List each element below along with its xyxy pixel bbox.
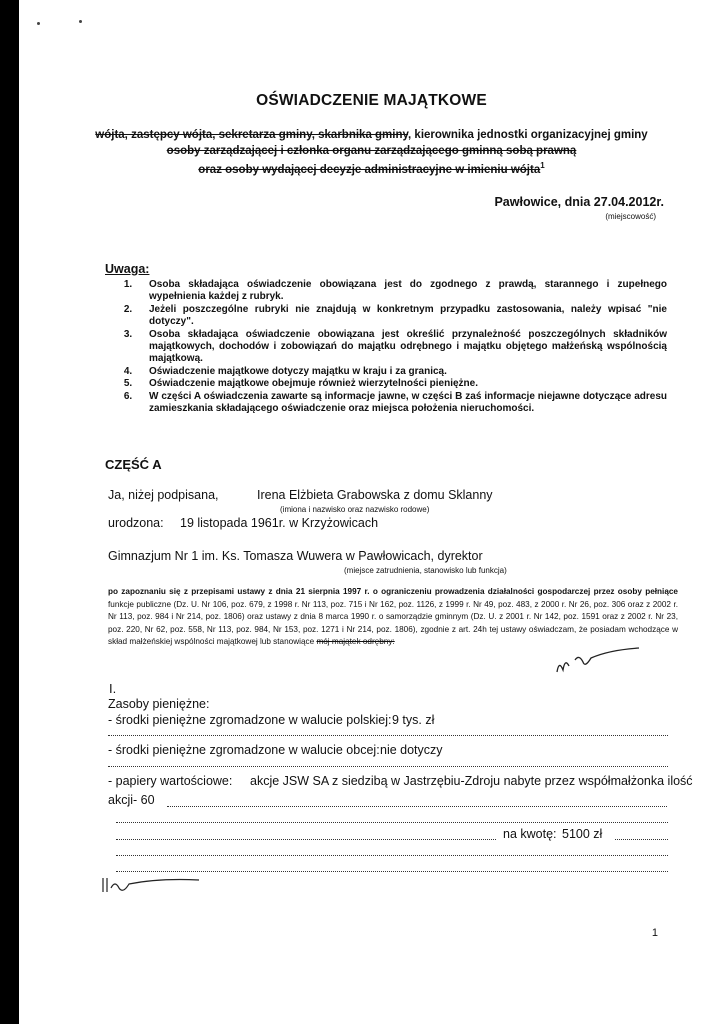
notice-item: 3. Osoba składająca oświadczenie obowiązana jest określić przynależność poszczególnych składników majątkowych, dochodów i zobowiązań do majątku odrębnego i majątku objętego małżeńską wspólnością majątkową. — [123, 328, 667, 365]
pln-label: - środki pieniężne zgromadzone w walucie polskiej: — [108, 713, 392, 727]
subtitle-line-2 — [19, 145, 724, 157]
signer-name: Irena Elżbieta Grabowska z domu Sklanny — [257, 488, 493, 502]
notice-item: 6. W części A oświadczenia zawarte są informacje jawne, w części B zaś informacje niejawne dotyczące adresu zamieszkania składającego oświadczenie oraz miejsca położenia nieruchomości. — [123, 390, 667, 415]
struck-decision-maker: oraz osoby wydającej decyzje administracyjne w imieniu wójta — [198, 163, 541, 176]
shares-label: akcji- 60 — [108, 793, 155, 807]
subtitle-line-3 — [19, 161, 724, 176]
scan-speck — [79, 20, 82, 23]
signer-label: Ja, niżej podpisana, — [108, 488, 219, 502]
born-value: 19 listopada 1961r. w Krzyżowicach — [180, 516, 379, 530]
section-a-heading: CZĘŚĆ A — [105, 457, 162, 472]
securities-label: - papiery wartościowe: — [108, 774, 233, 788]
place-and-date: Pawłowice, dnia 27.04.2012r. — [494, 195, 664, 209]
dotted-fill-line — [116, 839, 496, 840]
foreign-currency-value: nie dotyczy — [380, 743, 443, 757]
document-title: OŚWIADCZENIE MAJĄTKOWE — [256, 92, 487, 109]
struck-officials: wójta, zastępcy wójta, sekretarza gminy, skarbnika gminy — [95, 129, 409, 141]
document-page — [19, 0, 724, 1024]
dotted-fill-line — [108, 766, 668, 767]
born-label: urodzona: — [108, 516, 164, 530]
subtitle-line-1 — [19, 129, 724, 141]
notice-item: 1. Osoba składająca oświadczenie obowiązana jest do zgodnego z prawdą, starannego i zupełnego wypełnienia każdej z rubryk. — [123, 279, 667, 303]
workplace-value: Gimnazjum Nr 1 im. Ks. Tomasza Wuwera w Pawłowicach, dyrektor — [108, 549, 483, 563]
dotted-fill-line — [108, 735, 668, 736]
foreign-currency-label: - środki pieniężne zgromadzone w walucie obcej: — [108, 743, 380, 757]
initials-signature — [99, 870, 209, 900]
notice-heading: Uwaga: — [105, 262, 150, 276]
section-1-numeral: I. — [109, 681, 117, 696]
scan-black-edge — [0, 0, 19, 1024]
dotted-fill-line — [116, 855, 668, 856]
initials-signature — [539, 640, 659, 680]
amount-label: na kwotę: — [503, 827, 557, 841]
pln-value: 9 tys. zł — [392, 713, 435, 727]
cash-heading: Zasoby pieniężne: — [108, 697, 210, 711]
scan-speck — [37, 22, 40, 25]
notice-item: 5. Oświadczenie majątkowe obejmuje również wierzytelności pieniężne. — [123, 378, 478, 390]
subtitle-kept: , kierownika jednostki organizacyjnej gminy — [408, 129, 648, 141]
notice-item: 4. Oświadczenie majątkowe dotyczy majątku w kraju i za granicą. — [123, 365, 447, 377]
footnote-mark: 1 — [540, 161, 545, 170]
workplace-caption: (miejsce zatrudnienia, stanowisko lub funkcja) — [344, 566, 507, 575]
dotted-fill-line — [167, 806, 667, 807]
amount-value: 5100 zł — [562, 827, 603, 841]
signer-caption: (imiona i nazwisko oraz nazwisko rodowe) — [280, 505, 430, 514]
securities-value: akcje JSW SA z siedzibą w Jastrzębiu-Zdroju nabyte przez współmałżonka ilość — [250, 774, 693, 788]
dotted-fill-line — [615, 839, 668, 840]
notice-list — [107, 279, 667, 415]
dotted-fill-line — [116, 822, 668, 823]
legal-basis-struck: mój majątek odrębny: — [316, 637, 395, 647]
struck-legal-person: osoby zarządzającej i członka organu zarządzającego gminną sobą prawną — [166, 145, 577, 157]
legal-basis-text: funkcje publiczne (Dz. U. Nr 106, poz. 679, z 1998 r. Nr 113, poz. 715 i Nr 162, poz. 1126, z 1999 r. Nr 49, poz. 483, z 2000 r. Nr 26, poz. 306 oraz z 2002 r. Nr 113, poz. 984 i Nr 214, poz. 1806) oraz ustawy z dnia 8 marca 1990 r. o samorządzie gminnym (Dz. U. z 2001 r. Nr 142, poz. 1591 oraz z 2002 r. Nr 23, poz. 220, Nr 62, poz. 558, Nr 113, poz. 984, Nr 153, poz. 1271 i Nr 214, poz. 1806), zgodnie z art. 24h tej ustawy oświadczam, że posiadam wchodzące w skład małżeńskiej wspólności majątkowej lub stanowiące — [108, 599, 678, 647]
page-number: 1 — [651, 927, 658, 939]
notice-item: 2. Jeżeli poszczególne rubryki nie znajdują w konkretnym przypadku zastosowania, należy wpisać "nie dotyczy". — [123, 303, 667, 328]
legal-basis-bold: po zapoznaniu się z przepisami ustawy z dnia 21 sierpnia 1997 r. o ograniczeniu prowadzenia działalności gospodarczej przez osoby pełniące — [108, 587, 678, 596]
place-caption: (miejscowość) — [605, 212, 656, 221]
